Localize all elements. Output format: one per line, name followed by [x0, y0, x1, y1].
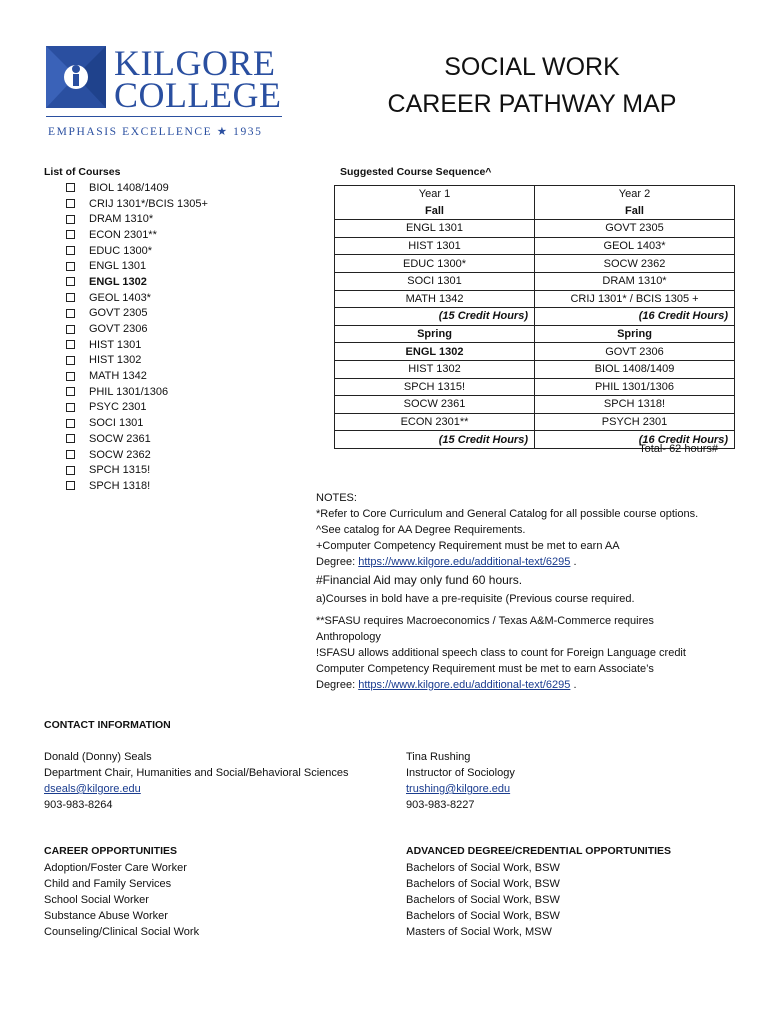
checkbox-icon[interactable] [66, 403, 75, 412]
sequence-row [335, 255, 735, 273]
sequence-row [335, 237, 735, 255]
logo-divider [46, 116, 282, 117]
course-code: ENGL 1301 [89, 260, 147, 273]
course-code: HIST 1302 [89, 354, 142, 367]
course-list-item [66, 337, 208, 353]
course-list-item [66, 211, 208, 227]
course-code: ENGL 1302 [89, 275, 147, 288]
sequence-cell: SOCW 2362 [535, 255, 735, 273]
checkbox-icon[interactable] [66, 387, 75, 396]
checkbox-icon[interactable] [66, 277, 75, 286]
careers-heading: CAREER OPPORTUNITIES [44, 845, 178, 857]
sequence-row [335, 290, 735, 308]
checkbox-icon[interactable] [66, 215, 75, 224]
course-list-item [66, 227, 208, 243]
course-code: SOCI 1301 [89, 417, 144, 430]
checkbox-icon[interactable] [66, 340, 75, 349]
contact-phone: 903-983-8264 [44, 799, 113, 811]
checkbox-icon[interactable] [66, 434, 75, 443]
course-list-item [66, 243, 208, 259]
contact-phone: 903-983-8227 [406, 799, 475, 811]
sequence-heading: Suggested Course Sequence^ [340, 166, 492, 178]
sequence-cell: (15 Credit Hours) [335, 431, 535, 449]
course-list-item [66, 447, 208, 463]
sequence-cell: (15 Credit Hours) [335, 308, 535, 326]
note-speech-credit: !SFASU allows additional speech class to count for Foreign Language credit [316, 647, 686, 659]
course-list-item [66, 368, 208, 384]
course-code: DRAM 1310* [89, 213, 154, 226]
sequence-cell: BIOL 1408/1409 [535, 360, 735, 378]
sequence-cell: SOCI 1301 [335, 272, 535, 290]
page-title-line-1: SOCIAL WORK [444, 53, 620, 81]
sequence-cell: EDUC 1300* [335, 255, 535, 273]
sequence-row [335, 272, 735, 290]
sequence-cell: Year 2 [535, 186, 735, 203]
contact-card-1 [44, 749, 349, 813]
note-competency-associates: Computer Competency Requirement must be met to earn Associate’s [316, 663, 654, 675]
course-list-item [66, 431, 208, 447]
checkbox-icon[interactable] [66, 372, 75, 381]
course-code: PHIL 1301/1306 [89, 385, 169, 398]
note-prerequisite: a)Courses in bold have a pre-requisite (Previous course required. [316, 593, 635, 605]
contact-title: Department Chair, Humanities and Social/Behavioral Sciences [44, 767, 349, 779]
checkbox-icon[interactable] [66, 199, 75, 208]
checkbox-icon[interactable] [66, 450, 75, 459]
course-list-item [66, 353, 208, 369]
course-list-item [66, 415, 208, 431]
course-code: PSYC 2301 [89, 401, 147, 414]
sequence-cell: SPCH 1315! [335, 378, 535, 396]
contact-name: Donald (Donny) Seals [44, 751, 152, 763]
contact-name: Tina Rushing [406, 751, 471, 763]
sequence-cell: Year 1 [335, 186, 535, 203]
sequence-cell: PHIL 1301/1306 [535, 378, 735, 396]
notes-heading: NOTES: [316, 492, 357, 504]
contact-email-link[interactable]: trushing@kilgore.edu [406, 783, 511, 795]
course-code: GOVT 2305 [89, 307, 148, 320]
logo-line-1: KILGORE [114, 43, 276, 83]
contact-title: Instructor of Sociology [406, 767, 515, 779]
career-item: Adoption/Foster Care Worker [44, 862, 187, 874]
logo-emblem-icon [46, 46, 106, 108]
degree-item: Bachelors of Social Work, BSW [406, 878, 560, 890]
career-item: Counseling/Clinical Social Work [44, 926, 200, 938]
checkbox-icon[interactable] [66, 356, 75, 365]
course-list-item [66, 258, 208, 274]
career-item: Substance Abuse Worker [44, 910, 168, 922]
career-item: School Social Worker [44, 894, 149, 906]
total-hours: Total- 62 hours# [639, 443, 718, 455]
sequence-cell: GEOL 1403* [535, 237, 735, 255]
sequence-cell: Spring [335, 325, 535, 343]
sequence-cell: DRAM 1310* [535, 272, 735, 290]
course-code: GEOL 1403* [89, 291, 151, 304]
course-list-item [66, 478, 208, 494]
course-code: ECON 2301** [89, 228, 157, 241]
sequence-row [335, 325, 735, 343]
notes-section [316, 490, 746, 693]
checkbox-icon[interactable] [66, 419, 75, 428]
course-code: EDUC 1300* [89, 244, 152, 257]
note-aa-requirements: ^See catalog for AA Degree Requirements. [316, 524, 526, 536]
catalog-link-2[interactable]: https://www.kilgore.edu/additional-text/6295 [358, 679, 571, 691]
course-list-item [66, 180, 208, 196]
note-core-curriculum: *Refer to Core Curriculum and General Catalog for all possible course options. [316, 508, 699, 520]
sequence-row [335, 186, 735, 203]
course-list-item [66, 196, 208, 212]
page-title-line-2: CAREER PATHWAY MAP [387, 90, 677, 118]
sequence-row [335, 378, 735, 396]
sequence-cell: HIST 1301 [335, 237, 535, 255]
course-code: HIST 1301 [89, 338, 142, 351]
course-list-item [66, 274, 208, 290]
note-degree-link-line: Degree: https://www.kilgore.edu/additional-text/6295 . [316, 556, 577, 568]
career-item: Child and Family Services [44, 878, 172, 890]
sequence-cell: ENGL 1301 [335, 220, 535, 238]
note-computer-competency: +Computer Competency Requirement must be met to earn AA [316, 540, 620, 552]
sequence-row [335, 343, 735, 361]
sequence-cell: CRIJ 1301* / BCIS 1305 + [535, 290, 735, 308]
note-sfasu-macro: **SFASU requires Macroeconomics / Texas A&M-Commerce requires [316, 615, 654, 627]
course-code: SOCW 2362 [89, 448, 151, 461]
note-degree-link-line-2: Degree: https://www.kilgore.edu/additional-text/6295 . [316, 679, 577, 691]
degrees-heading: ADVANCED DEGREE/CREDENTIAL OPPORTUNITIES [406, 845, 672, 857]
course-list-item [66, 400, 208, 416]
sequence-cell: GOVT 2305 [535, 220, 735, 238]
sequence-cell: PSYCH 2301 [535, 413, 735, 431]
course-code: SPCH 1315! [89, 464, 151, 477]
sequence-cell: MATH 1342 [335, 290, 535, 308]
course-list-item [66, 384, 208, 400]
checkbox-icon[interactable] [66, 325, 75, 334]
sequence-row [335, 413, 735, 431]
logo-tagline: EMPHASIS EXCELLENCE ★ 1935 [48, 126, 263, 138]
careers-list [44, 860, 199, 940]
sequence-row [335, 203, 735, 220]
catalog-link[interactable]: https://www.kilgore.edu/additional-text/6295 [358, 556, 571, 568]
course-list-item [66, 321, 208, 337]
contact-email-link[interactable]: dseals@kilgore.edu [44, 783, 141, 795]
sequence-cell: (16 Credit Hours) [535, 431, 735, 449]
sequence-cell: SOCW 2361 [335, 396, 535, 414]
checkbox-icon[interactable] [66, 230, 75, 239]
sequence-cell: SPCH 1318! [535, 396, 735, 414]
sequence-cell: HIST 1302 [335, 360, 535, 378]
course-code: GOVT 2306 [89, 323, 148, 336]
course-list-item [66, 306, 208, 322]
checkbox-icon[interactable] [66, 246, 75, 255]
note-financial-aid: #Financial Aid may only fund 60 hours. [316, 573, 523, 587]
logo-line-2: COLLEGE [114, 75, 282, 115]
sequence-cell: (16 Credit Hours) [535, 308, 735, 326]
sequence-row [335, 360, 735, 378]
sequence-cell: Fall [535, 203, 735, 220]
degrees-list [406, 860, 560, 940]
checkbox-icon[interactable] [66, 293, 75, 302]
course-checklist [66, 180, 208, 494]
sequence-cell: ECON 2301** [335, 413, 535, 431]
course-list-item [66, 462, 208, 478]
course-list-heading: List of Courses [44, 166, 121, 178]
degree-item: Bachelors of Social Work, BSW [406, 910, 560, 922]
course-code: SOCW 2361 [89, 432, 151, 445]
contact-heading: CONTACT INFORMATION [44, 719, 171, 731]
checkbox-icon[interactable] [66, 466, 75, 475]
checkbox-icon[interactable] [66, 262, 75, 271]
checkbox-icon[interactable] [66, 183, 75, 192]
course-code: MATH 1342 [89, 370, 147, 383]
checkbox-icon[interactable] [66, 481, 75, 490]
degree-item: Bachelors of Social Work, BSW [406, 894, 560, 906]
sequence-row [335, 220, 735, 238]
note-anthropology: Anthropology [316, 631, 381, 643]
course-list-item [66, 290, 208, 306]
degree-item: Masters of Social Work, MSW [406, 926, 552, 938]
sequence-cell: Fall [335, 203, 535, 220]
sequence-cell: Spring [535, 325, 735, 343]
sequence-row [335, 308, 735, 326]
college-logo [44, 44, 284, 139]
sequence-row [335, 396, 735, 414]
sequence-cell: ENGL 1302 [335, 343, 535, 361]
sequence-cell: GOVT 2306 [535, 343, 735, 361]
degree-item: Bachelors of Social Work, BSW [406, 862, 560, 874]
course-sequence-table [334, 185, 735, 449]
contact-card-2 [406, 749, 515, 813]
course-code: CRIJ 1301*/BCIS 1305+ [89, 197, 208, 210]
course-code: BIOL 1408/1409 [89, 181, 169, 194]
checkbox-icon[interactable] [66, 309, 75, 318]
course-code: SPCH 1318! [89, 479, 151, 492]
